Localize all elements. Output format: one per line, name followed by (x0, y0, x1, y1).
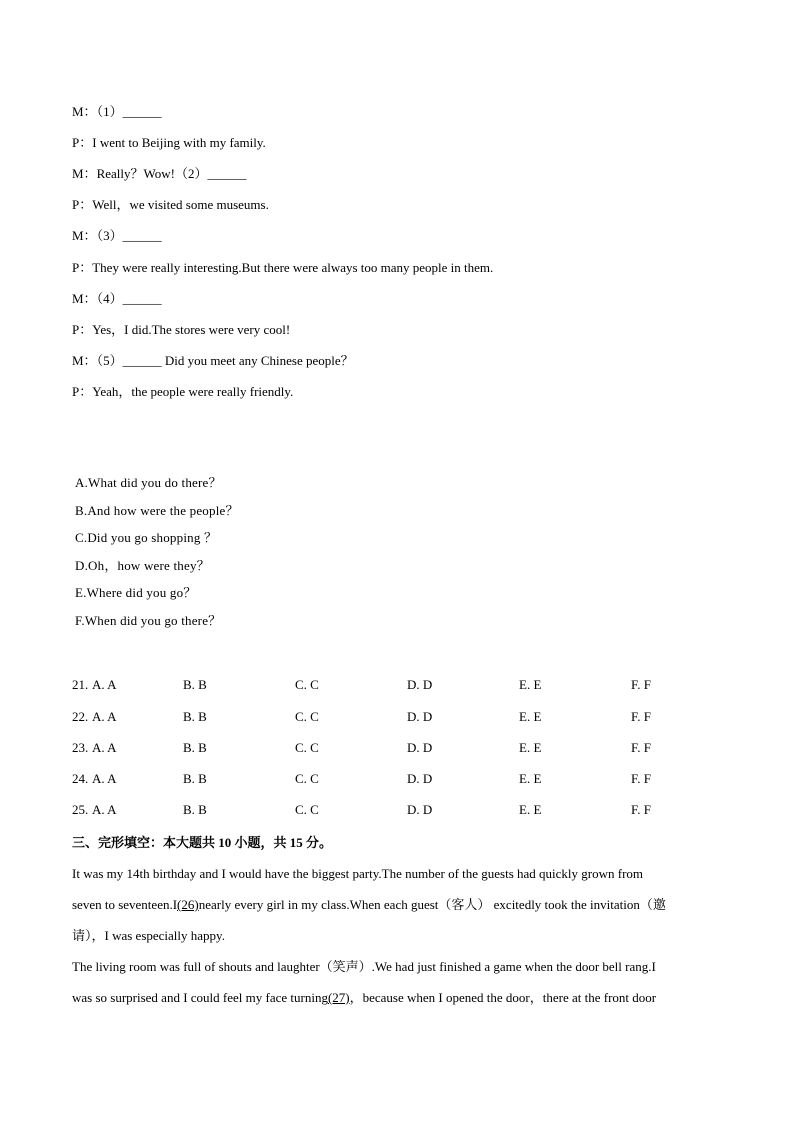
choice-f[interactable]: F. F (631, 771, 651, 786)
speaker: M： (72, 291, 97, 306)
dialogue-line (72, 320, 290, 340)
dialogue-line (72, 102, 162, 122)
choice-d[interactable]: D. D (407, 740, 433, 755)
choice-b[interactable]: B. B (183, 740, 207, 755)
speaker: P： (72, 135, 93, 150)
dialogue-text: （5）______ Did you meet any Chinese people？ (96, 353, 354, 368)
choice-a[interactable]: A. A (92, 677, 117, 692)
choice-c[interactable]: C. C (295, 677, 319, 692)
option-item: F.When did you go there？ (75, 613, 222, 628)
choice-e[interactable]: E. E (519, 709, 542, 724)
choice-f[interactable]: F. F (631, 709, 651, 724)
choice-e[interactable]: E. E (519, 677, 542, 692)
question-number: 22. (72, 709, 89, 724)
speaker: P： (72, 322, 93, 337)
option-item: B.And how were the people？ (75, 503, 239, 518)
choice-e[interactable]: E. E (519, 740, 542, 755)
dialogue-text: They were really interesting.But there were always too many people in them. (92, 260, 494, 275)
speaker: P： (72, 260, 93, 275)
passage-line: The living room was full of shouts and laughter（笑声）.We had just finished a game when the door bell rang.I (72, 959, 656, 974)
choice-b[interactable]: B. B (183, 677, 207, 692)
speaker: M： (72, 166, 97, 181)
option-item: A.What did you do there？ (75, 475, 222, 490)
choice-c[interactable]: C. C (295, 771, 319, 786)
dialogue-line (72, 133, 266, 153)
option-item: C.Did you go shopping ？ (75, 530, 218, 545)
dialogue-line (72, 195, 269, 215)
choice-e[interactable]: E. E (519, 771, 542, 786)
dialogue-text: Really？Wow!（2）______ (96, 166, 247, 181)
blank-27: (27) (327, 990, 350, 1005)
question-number: 25. (72, 802, 89, 817)
passage-text: seven to seventeen.I (72, 897, 178, 912)
question-number: 24. (72, 771, 89, 786)
answer-row (72, 707, 732, 727)
answer-row (72, 800, 732, 820)
dialogue-line (72, 258, 493, 278)
choice-d[interactable]: D. D (407, 802, 433, 817)
choice-d[interactable]: D. D (407, 709, 433, 724)
choice-a[interactable]: A. A (92, 771, 117, 786)
choice-d[interactable]: D. D (407, 771, 433, 786)
option-item: D.Oh，how were they？ (75, 558, 210, 573)
choice-f[interactable]: F. F (631, 677, 651, 692)
choice-c[interactable]: C. C (295, 802, 319, 817)
passage-line: It was my 14th birthday and I would have the biggest party.The number of the guests had quickly grown from (72, 866, 644, 881)
question-number: 21. (72, 677, 89, 692)
answer-row (72, 675, 732, 695)
dialogue-line (72, 226, 162, 246)
choice-e[interactable]: E. E (519, 802, 542, 817)
passage-text: nearly every girl in my class.When each guest（客人） excitedly took the invitation（邀 (198, 897, 666, 912)
dialogue-text: I went to Beijing with my family. (92, 135, 266, 150)
dialogue-text: Yeah，the people were really friendly. (92, 384, 294, 399)
passage-line (72, 982, 712, 1013)
dialogue-line (72, 289, 162, 309)
choice-b[interactable]: B. B (183, 709, 207, 724)
choice-a[interactable]: A. A (92, 740, 117, 755)
passage-text: was so surprised and I could feel my face turning (72, 990, 328, 1005)
answer-row (72, 769, 732, 789)
speaker: P： (72, 197, 93, 212)
passage-text: ，because when I opened the door，there at the front door (349, 990, 657, 1005)
section-heading: 三、完形填空：本大题共 10 小题，共 15 分。 (72, 835, 333, 850)
dialogue-text: （3）______ (96, 228, 162, 243)
answer-row (72, 738, 732, 758)
blank-26: (26) (177, 897, 199, 912)
dialogue-line (72, 351, 354, 371)
speaker: M： (72, 228, 97, 243)
choice-b[interactable]: B. B (183, 771, 207, 786)
choice-a[interactable]: A. A (92, 709, 117, 724)
choice-a[interactable]: A. A (92, 802, 117, 817)
dialogue-text: （4）______ (96, 291, 162, 306)
speaker: M： (72, 353, 97, 368)
dialogue-line (72, 164, 246, 184)
choice-f[interactable]: F. F (631, 802, 651, 817)
choice-c[interactable]: C. C (295, 709, 319, 724)
option-item: E.Where did you go？ (75, 585, 197, 600)
dialogue-line (72, 382, 293, 402)
choice-b[interactable]: B. B (183, 802, 207, 817)
passage-line: 请），I was especially happy. (72, 928, 225, 943)
dialogue-text: Well，we visited some museums. (92, 197, 269, 212)
choice-c[interactable]: C. C (295, 740, 319, 755)
speaker: P： (72, 384, 93, 399)
dialogue-text: Yes，I did.The stores were very cool! (92, 322, 291, 337)
dialogue-text: （1）______ (96, 104, 162, 119)
choice-d[interactable]: D. D (407, 677, 433, 692)
passage-line (72, 889, 712, 920)
speaker: M： (72, 104, 97, 119)
choice-f[interactable]: F. F (631, 740, 651, 755)
question-number: 23. (72, 740, 89, 755)
